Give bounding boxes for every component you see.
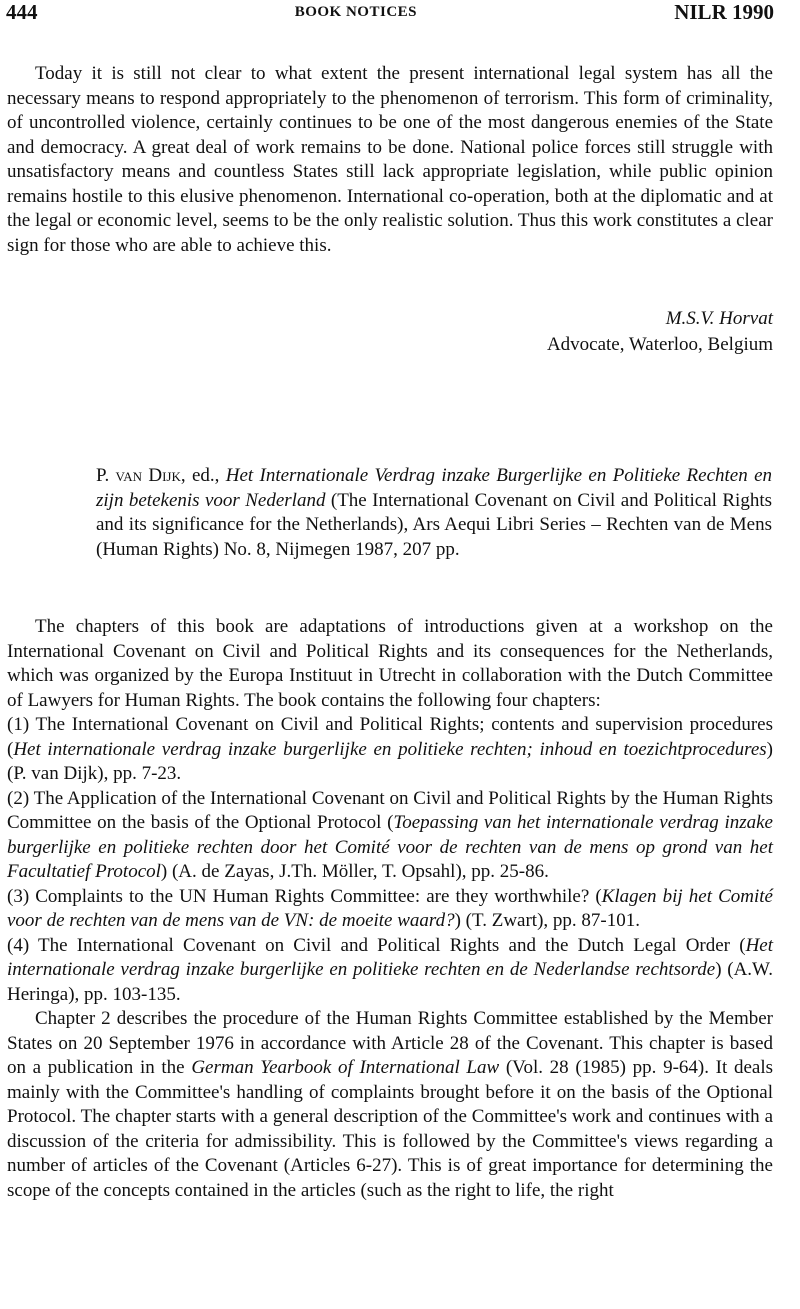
book-details: (The International Covenant on Civil and Political Rights and its significance for the Netherlands), Ars Aequi Libri Series – Rechten van de Mens (Human Rights) No. 8, Nijmegen 1987, 207 pp. — [96, 489, 772, 560]
book-title: Het Internationale Verdrag inzake Burgerlijke en Politieke Rechten en zijn betekenis voor Nederland — [96, 465, 772, 511]
reviewer-affiliation: Advocate, Waterloo, Belgium — [546, 334, 773, 355]
page-number: 444 — [6, 0, 38, 24]
chapter-dutch-title: Het internationale verdrag inzake burgerlijke en politieke rechten; inhoud en toezichtprocedures — [13, 738, 767, 760]
chapter-suffix: ) (A. de Zayas, J.Th. Möller, T. Opsahl), pp. 25-86. — [160, 861, 549, 882]
running-title: BOOK NOTICES — [294, 4, 417, 20]
chapter2-text-start: Chapter 2 describes the procedure of the Human Rights Committee established by the Member States on 20 September 1976 in accordance with Article 28 of the Covenant. This chapter is based on a publication in the — [7, 1008, 773, 1078]
chapter-suffix: ) (P. van Dijk), pp. 7-23. — [7, 738, 773, 784]
book-editor-suffix: , ed., — [180, 465, 226, 486]
reviewer-signature — [547, 306, 773, 358]
chapter-suffix: ) (A.W. Heringa), pp. 103-135. — [7, 959, 773, 1005]
chapter-prefix: (2) The Application of the International Covenant on Civil and Political Rights by the Human Rights Committee on the basis of the Optional Protocol ( — [7, 787, 773, 833]
review-body — [7, 615, 773, 1203]
chapter-dutch-title: Toepassing van het internationale verdrag inzake burgerlijke en politieke rechten door het Comité voor de rechten van de mens op grond van het Facultatief Protocol — [7, 812, 773, 882]
chapter-suffix: ) (T. Zwart), pp. 87-101. — [454, 910, 640, 931]
chapter-item — [7, 787, 773, 885]
chapter2-text-end: (Vol. 28 (1985) pp. 9-64). It deals mainly with the Committee's handling of complaints brought before it on the basis of the Optional Protocol. The chapter starts with a general description of the Committee's work and continues with a discussion of the criteria for admissibility. This is followed by the Committee's views regarding a number of articles of the Covenant (Articles 6-27). This is of great importance for determining the scope of the concepts contained in the articles (such as the right to life, the right — [7, 1057, 774, 1201]
chapter-dutch-title: Klagen bij het Comité voor de rechten van de mens van de VN: de moeite waard? — [7, 885, 773, 931]
chapter2-source: German Yearbook of International Law — [191, 1057, 500, 1078]
chapter2-paragraph — [7, 1007, 773, 1203]
chapter-dutch-title: Het internationale verdrag inzake burgerlijke en politieke rechten en de Nederlandse rechtsorde — [7, 934, 773, 980]
chapter-prefix: (1) The International Covenant on Civil and Political Rights; contents and supervision procedures ( — [7, 714, 773, 760]
intro-paragraph: The chapters of this book are adaptations of introductions given at a workshop on the International Covenant on Civil and Political Rights and its consequences for the Netherlands, which was organized by the Europa Instituut in Utrecht in collaboration with the Dutch Committee of Lawyers for Human Rights. The book contains the following four chapters: — [7, 616, 773, 711]
chapter-prefix: (3) Complaints to the UN Human Rights Committee: are they worthwhile? ( — [7, 885, 602, 907]
page-header — [6, 0, 774, 26]
chapter-item — [7, 934, 773, 1008]
review-paragraph: Today it is still not clear to what extent the present international legal system has all the necessary means to respond appropriately to the phenomenon of terrorism. This form of criminality, of uncontrolled violence, certainly continues to be one of the most dangerous enemies of the State and democracy. A great deal of work remains to be done. National police forces still struggle with unsatisfactory means and countless States still lack appropriate legislation, while public opinion remains hostile to this elusive phenomenon. International co-operation, both at the diplomatic and at the legal or economic level, seems to be the only realistic solution. Thus this work constitutes a clear sign for those who are able to achieve this. — [7, 63, 773, 256]
reviewer-name: M.S.V. Horvat — [665, 308, 773, 329]
book-author: P. van Dijk — [96, 465, 181, 486]
chapter-item — [7, 713, 773, 787]
chapter-prefix: (4) The International Covenant on Civil and Political Rights and the Dutch Legal Order ( — [7, 934, 746, 956]
journal-title: NILR 1990 — [674, 0, 774, 24]
chapter-item — [7, 885, 773, 934]
book-reference — [96, 464, 772, 562]
